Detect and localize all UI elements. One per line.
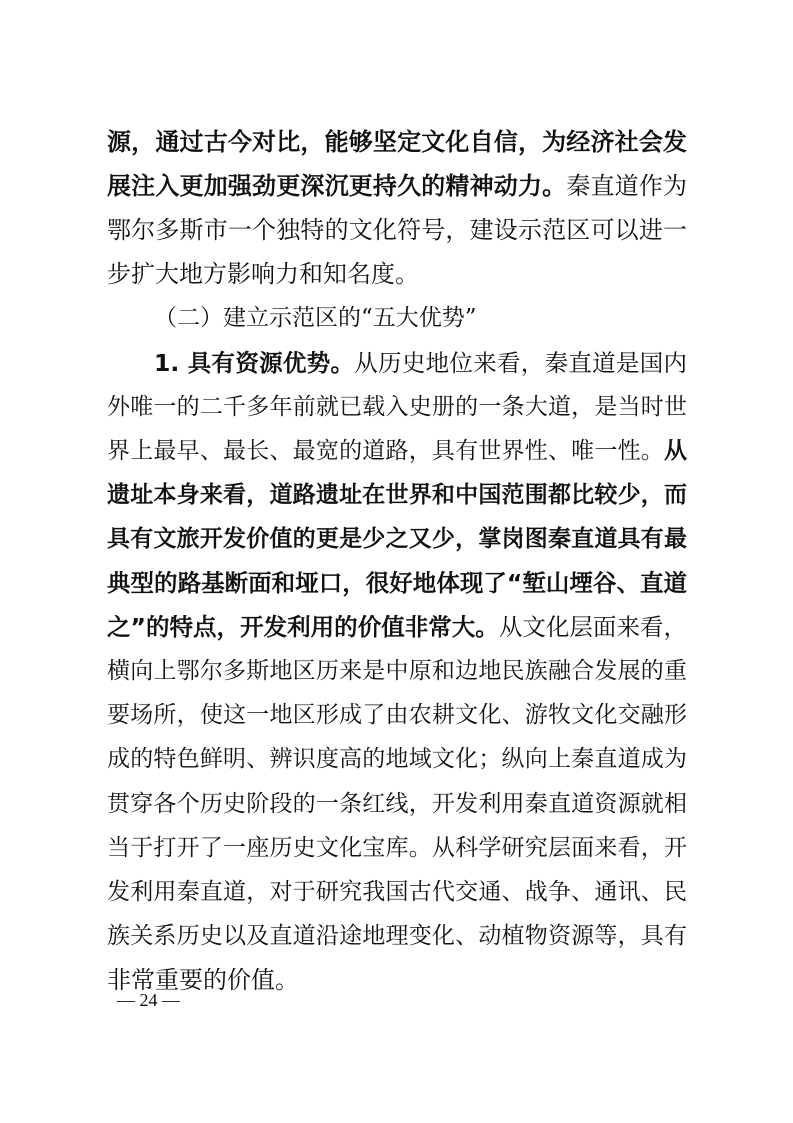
text-span: 从历史地位来看，秦直道是国内 <box>354 348 687 377</box>
text-span: 当于打开了一座历史文化宝库。从科学研究层面来看，开 <box>107 834 687 861</box>
bold-text: 源，通过古今对比，能够坚定文化自信，为经济社会发 <box>107 128 687 156</box>
text-line <box>107 168 687 204</box>
text-span: 非常重要的价值。 <box>107 965 299 994</box>
text-line <box>107 212 687 248</box>
page-number: — 24 — <box>117 990 180 1010</box>
bold-text: 之”的特点，开发利用的价值非常大。 <box>107 613 499 642</box>
text-line <box>107 609 687 645</box>
section-heading <box>154 300 477 336</box>
text-line <box>107 697 687 733</box>
text-span: 发利用秦直道，对于研究我国古代交通、战争、通讯、民 <box>107 878 687 905</box>
bold-text: 展注入更加强劲更深沉更持久的精神动力。 <box>107 172 567 201</box>
text-span: 要场所，使这一地区形成了由农耕文化、游牧文化交融形 <box>107 702 687 729</box>
text-line <box>107 830 687 866</box>
text-line <box>107 565 687 601</box>
text-line <box>154 345 687 381</box>
text-span: 成的特色鲜明、辨识度高的地域文化；纵向上秦直道成为 <box>107 746 687 773</box>
text-span: 从文化层面来看， <box>498 613 688 642</box>
text-span: （二）建立示范区的“五大优势” <box>154 305 477 332</box>
text-line <box>107 918 687 954</box>
text-line <box>107 256 687 292</box>
text-line <box>107 874 687 910</box>
text-span: 横向上鄂尔多斯地区历来是中原和边地民族融合发展的重 <box>107 658 687 685</box>
bold-text: 1. 具有资源优势。 <box>154 348 355 377</box>
text-span: 步扩大地方影响力和知名度。 <box>107 260 419 289</box>
text-line <box>107 521 687 557</box>
text-line <box>107 962 687 998</box>
text-span: 界上最早、最长、最宽的道路，具有世界性、唯一性。 <box>107 437 664 464</box>
text-line <box>107 124 687 160</box>
text-span: 族关系历史以及直道沿途地理变化、动植物资源等，具有 <box>107 922 687 949</box>
text-line <box>107 477 687 513</box>
text-span: 秦直道作为 <box>566 172 688 201</box>
text-span: 贯穿各个历史阶段的一条红线，开发利用秦直道资源就相 <box>107 790 687 817</box>
text-line <box>107 653 687 689</box>
bold-text: 从 <box>664 437 687 464</box>
text-span: 鄂尔多斯市一个独特的文化符号，建设示范区可以进一 <box>107 216 687 245</box>
bold-text: 遗址本身来看，道路遗址在世界和中国范围都比较少，而 <box>107 481 687 508</box>
bold-text: 具有文旅开发价值的更是少之又少，掌岗图秦直道具有最 <box>107 525 687 552</box>
text-line <box>107 741 687 777</box>
text-line <box>107 389 687 425</box>
text-line <box>107 786 687 822</box>
text-line <box>107 433 687 469</box>
bold-text: 典型的路基断面和垭口，很好地体现了“堑山堙谷、直道 <box>107 569 687 597</box>
text-span: 外唯一的二千多年前就已载入史册的一条大道，是当时世 <box>107 393 687 420</box>
